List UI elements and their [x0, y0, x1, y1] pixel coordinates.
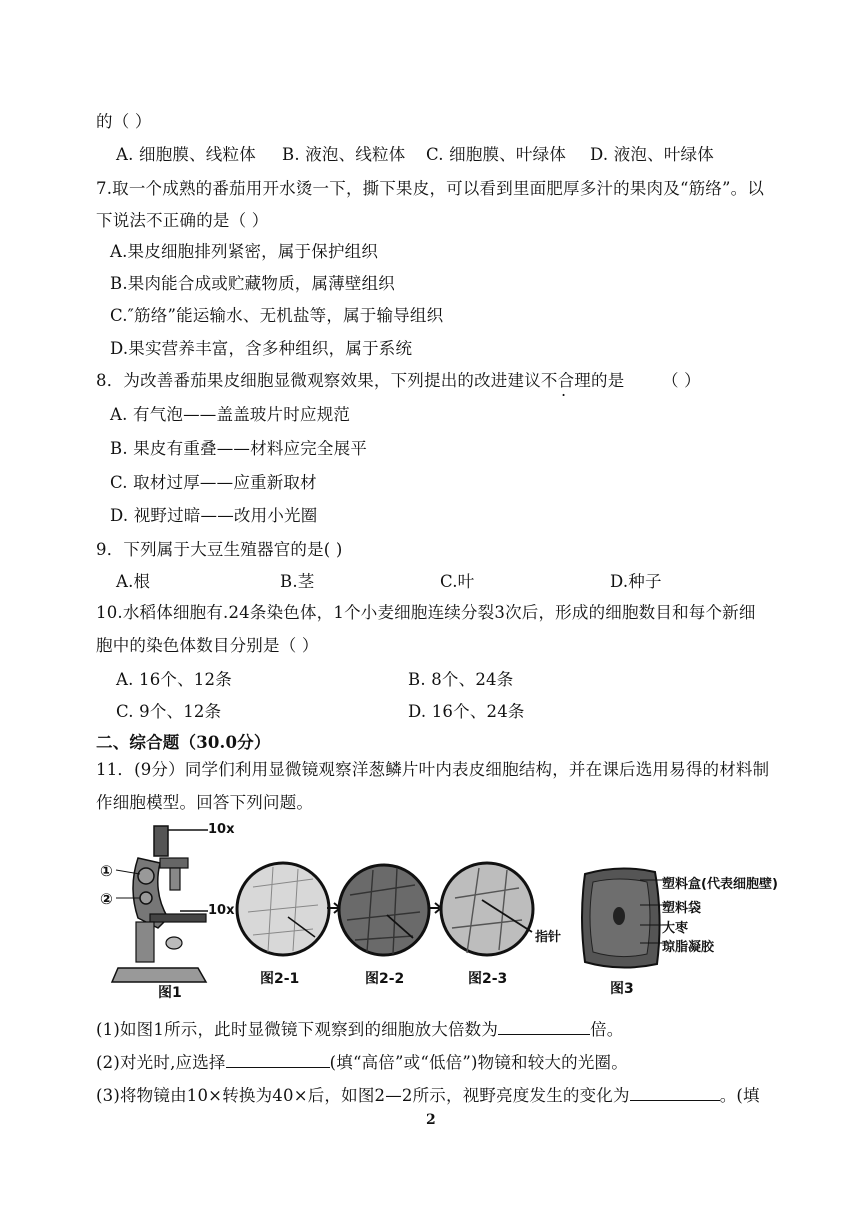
label-plastic-box: 塑料盒(代表细胞壁) — [662, 877, 778, 892]
q7-option-c: C.″筋络”能运输水、无机盐等，属于输导组织 — [110, 306, 444, 325]
q10-stem-line2: 胞中的染色体数目分别是（ ） — [96, 636, 319, 655]
q6-tail: 的（ ） — [96, 112, 152, 131]
q11-sub3-pre: (3)将物镜由10×转换为40×后，如图2—2所示，视野亮度发生的变化为 — [96, 1086, 630, 1105]
page-number: 2 — [426, 1112, 436, 1128]
q11-sub2 — [96, 1049, 628, 1073]
q11-sub1-post: 倍。 — [590, 1020, 624, 1039]
q8-answer-paren: （ ） — [662, 371, 701, 390]
objective-label: 10x — [208, 903, 235, 918]
marker-1: ① — [100, 862, 113, 880]
q7-option-b: B.果肉能合成或贮藏物质，属薄壁组织 — [110, 274, 395, 293]
q7-option-d: D.果实营养丰富，含多种组织，属于系统 — [110, 339, 413, 358]
q6-option-a: A. 细胞膜、线粒体 — [116, 145, 256, 164]
view-2-2-figure — [335, 860, 433, 960]
view-2-3-figure — [437, 858, 537, 960]
q11-sub1-pre: (1)如图1所示，此时显微镜下观察到的细胞放大倍数为 — [96, 1020, 499, 1039]
q9-option-c: C.叶 — [440, 572, 475, 591]
caption-fig1: 图1 — [158, 985, 182, 1001]
q7-option-a: A.果皮细胞排列紧密，属于保护组织 — [110, 242, 379, 261]
label-agar-gel: 琼脂凝胶 — [662, 940, 715, 955]
label-plastic-bag: 塑料袋 — [662, 901, 702, 916]
q11-sub1 — [96, 1016, 623, 1040]
q9-option-a: A.根 — [116, 572, 151, 591]
q11-sub2-blank[interactable] — [226, 1051, 330, 1068]
q6-option-b: B. 液泡、线粒体 — [282, 145, 406, 164]
q11-sub1-blank[interactable] — [498, 1018, 590, 1035]
q10-option-a: A. 16个、12条 — [116, 670, 232, 689]
marker-2: ② — [100, 890, 113, 908]
q10-stem-line1: 10.水稻体细胞有.24条染色体，1个小麦细胞连续分裂3次后，形成的细胞数目和每个新细 — [96, 603, 756, 622]
q8-stem-post: 的是 — [591, 371, 625, 390]
q8-stem-pre: 8．为改善番茄果皮细胞显微观察效果，下列提出的改进建议 — [96, 371, 541, 390]
q7-stem-line1: 7.取一个成熟的番茄用开水烫一下，撕下果皮，可以看到里面肥厚多汁的果肉及“筋络”。以 — [96, 179, 765, 198]
q9-option-d: D.种子 — [610, 572, 662, 591]
q8-option-c: C. 取材过厚——应重新取材 — [110, 473, 317, 492]
eyepiece-label: 10x — [208, 822, 235, 837]
label-jujube: 大枣 — [662, 921, 689, 936]
q11-sub3-post: 。(填 — [719, 1086, 760, 1105]
q6-options — [0, 141, 867, 163]
q7-stem-line2: 下说法不正确的是（ ） — [96, 211, 269, 230]
q11-sub2-post: (填“高倍”或“低倍”)物镜和较大的光圈。 — [329, 1053, 628, 1072]
q9-option-b: B.茎 — [280, 572, 315, 591]
q11-sub3-blank[interactable] — [630, 1084, 720, 1101]
q11-sub2-pre: (2)对光时,应选择 — [96, 1053, 226, 1072]
section-2-heading: 二、综合题（30.0分） — [96, 733, 271, 752]
q8-emphasis: 不合理 — [540, 371, 592, 390]
q8-option-d: D. 视野过暗——改用小光圈 — [110, 506, 318, 525]
caption-fig2-2: 图2-2 — [365, 971, 405, 987]
q11-stem-line1: 11．(9分）同学们利用显微镜观察洋葱鳞片叶内表皮细胞结构，并在课后选用易得的材料制 — [96, 760, 770, 779]
caption-fig2-3: 图2-3 — [468, 971, 508, 987]
q6-option-c: C. 细胞膜、叶绿体 — [426, 145, 567, 164]
q8-option-b: B. 果皮有重叠——材料应完全展平 — [110, 439, 368, 458]
q10-option-d: D. 16个、24条 — [408, 702, 525, 721]
q8-option-a: A. 有气泡——盖盖玻片时应规范 — [110, 405, 351, 424]
q6-option-d: D. 液泡、叶绿体 — [590, 145, 714, 164]
q9-options — [0, 568, 867, 590]
caption-fig3: 图3 — [610, 981, 634, 997]
pointer-label: 指针 — [535, 930, 562, 945]
caption-fig2-1: 图2-1 — [260, 971, 300, 987]
view-2-1-figure — [233, 857, 333, 961]
q10-option-b: B. 8个、24条 — [408, 670, 514, 689]
q9-stem: 9．下列属于大豆生殖器官的是( ) — [96, 540, 343, 559]
q10-option-c: C. 9个、12条 — [116, 702, 222, 721]
q8-stem — [96, 367, 624, 391]
q11-sub3 — [96, 1082, 760, 1106]
q11-stem-line2: 作细胞模型。回答下列问题。 — [96, 793, 314, 812]
